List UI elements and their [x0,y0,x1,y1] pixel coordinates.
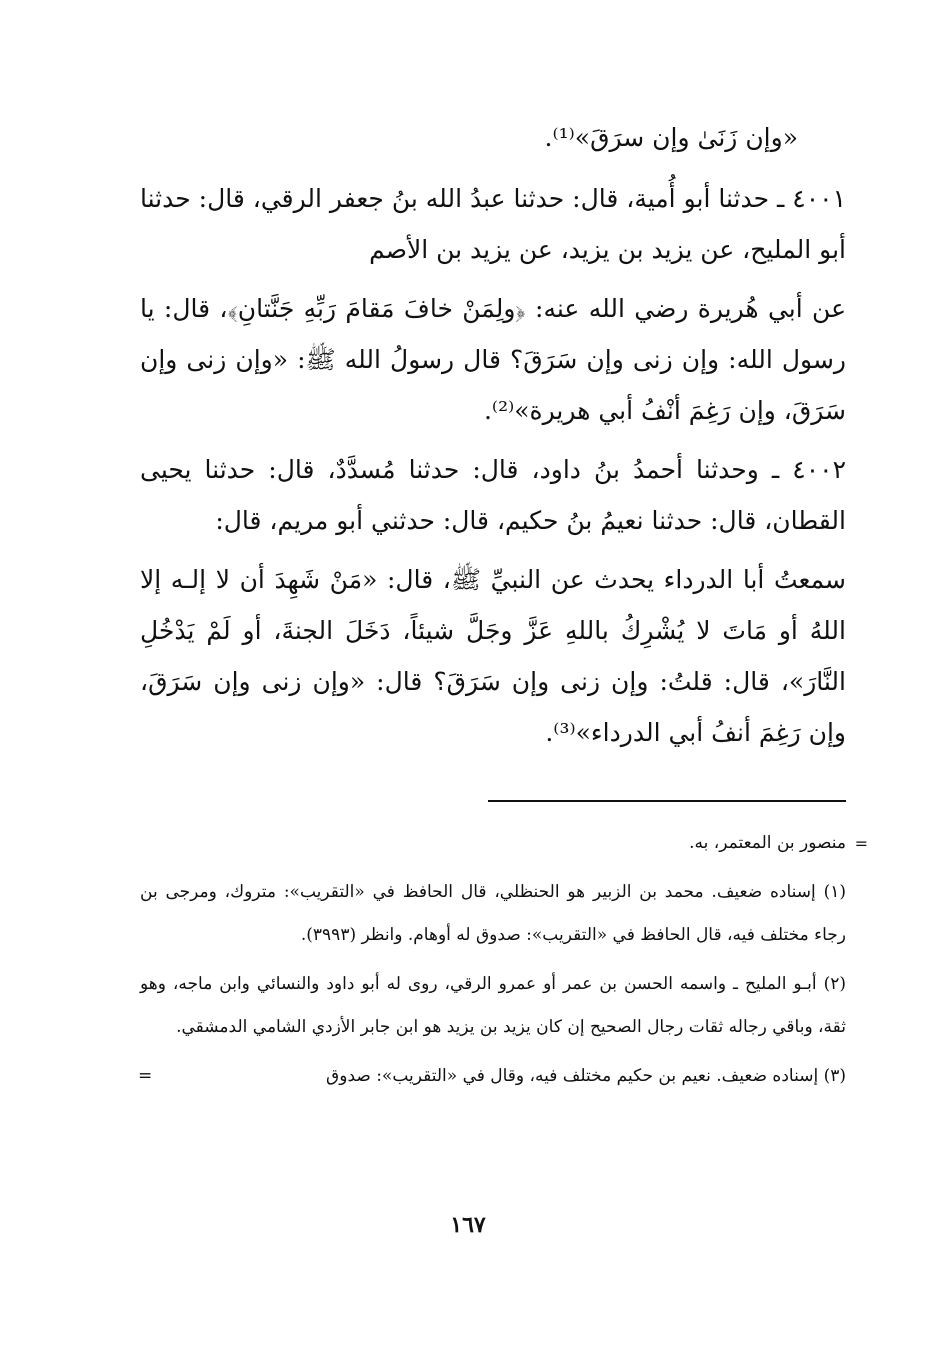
footnote-continuation [140,822,868,865]
hadith-4001-isnad [140,173,846,275]
hadith-4001-matn-text: عن أبي هُريرة رضي الله عنه: ﴿ولِمَنْ خافَ مَقامَ رَبِّهِ جَنَّتانِ﴾، قال: يا رسول الله: وإن زنى وإن سَرَقَ؟ قال رسولُ الله ﷺ: «وإن زنى وإن سَرَقَ، وإن رَغِمَ أنْفُ أبي هريرة»⁽²⁾. [140,294,846,425]
hadith-ending-text: «وإن زَنَىٰ وإن سرَقَ»⁽¹⁾. [544,123,798,152]
footnote-3-continues-mark: = [138,1066,153,1086]
footnote-3 [140,1055,846,1098]
footnote-1-text: (١) إسناده ضعيف. محمد بن الزبير هو الحنظلي، قال الحافظ في «التقريب»: متروك، ومرجى بن رجاء مختلف فيه، قال الحافظ في «التقريب»: صدوق له أوهام. وانظر (٣٩٩٣). [140,882,846,945]
hadith-ending-paragraph [140,112,846,163]
hadith-4002-matn-text: سمعتُ أبا الدرداء يحدث عن النبيِّ ﷺ، قال: «مَنْ شَهِدَ أن لا إلـه إلا اللهُ أو مَاتَ لا يُشْرِكُ باللهِ عَزَّ وجَلَّ شيئاً، دَخَلَ الجنةَ، أو لَمْ يَدْخُلِ النَّارَ»، قال: قلتُ: وإن زنى وإن سَرَقَ؟ قال: «وإن زنى وإن سَرَقَ، وإن رَغِمَ أنفُ أبي الدرداء»⁽³⁾. [140,565,846,747]
hadith-4002-isnad [140,444,846,546]
footnotes [138,822,868,1104]
page-number: ١٦٧ [450,1212,486,1238]
footnote-1 [140,871,846,957]
footnote-2 [140,963,846,1049]
footnote-continuation-text: منصور بن المعتمر، به. [689,833,846,853]
footnote-3-text: (٣) إسناده ضعيف. نعيم بن حكيم مختلف فيه، وقال في «التقريب»: صدوق [326,1066,846,1086]
footnote-2-text: (٢) أبـو المليح ـ واسمه الحسن بن عمر أو عمرو الرقي، روى له أبو داود والنسائي وابن ماجه، وهو ثقة، وباقي رجاله ثقات رجال الصحيح إن كان يزيد بن يزيد هو ابن جابر الأزدي الشامي الدمشقي. [140,974,846,1037]
footnote-separator [488,800,846,802]
hadith-4002-isnad-text: ٤٠٠٢ ـ وحدثنا أحمدُ بنُ داود، قال: حدثنا مُسدَّدٌ، قال: حدثنا يحيى القطان، قال: حدثنا نعيمُ بنُ حكيم، قال: حدثني أبو مريم، قال: [140,455,846,535]
hadith-4002-matn [140,554,846,758]
main-text [140,112,846,766]
hadith-4001-matn [140,283,846,436]
continuation-mark: = [854,834,868,853]
hadith-4001-isnad-text: ٤٠٠١ ـ حدثنا أبو أُمية، قال: حدثنا عبدُ الله بنُ جعفر الرقي، قال: حدثنا أبو المليح، عن يزيد بن يزيد، عن يزيد بن الأصم [140,184,846,264]
